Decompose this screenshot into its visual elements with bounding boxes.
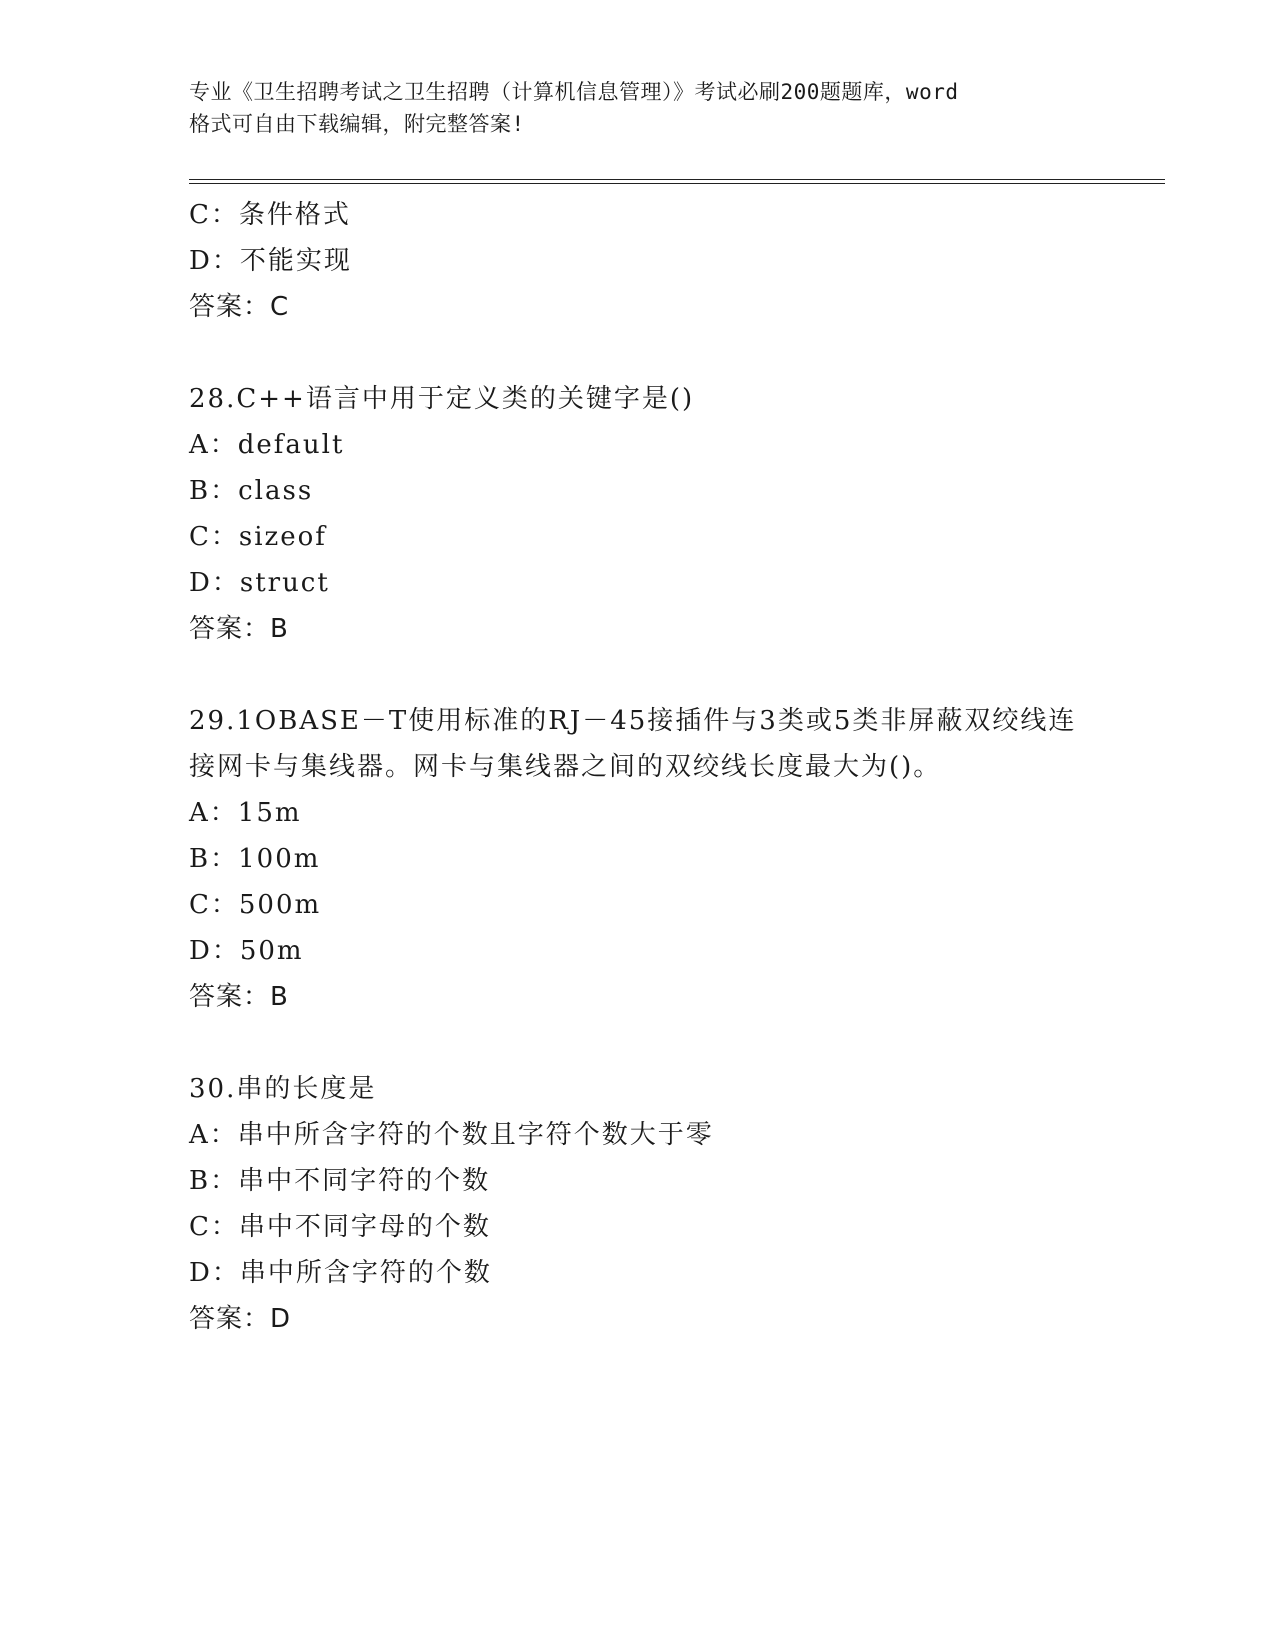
- option-d: D：串中所含字符的个数: [189, 1258, 492, 1288]
- option-c: C：条件格式: [189, 200, 351, 230]
- question-content: [189, 192, 1089, 1342]
- option-a: A：串中所含字符的个数且字符个数大于零: [189, 1120, 714, 1150]
- option-a: A：15m: [189, 798, 302, 828]
- option-d: D：不能实现: [189, 246, 352, 276]
- header-line-2: 格式可自由下载编辑，附完整答案!: [189, 112, 525, 136]
- answer-line: 答案：B: [189, 614, 289, 644]
- question-text-line-1: 29.1OBASE－T使用标准的RJ－45接插件与3类或5类非屏蔽双绞线连: [189, 706, 1077, 736]
- spacer: [189, 652, 1089, 698]
- spacer: [189, 1020, 1089, 1066]
- spacer: [189, 330, 1089, 376]
- answer-line: 答案：D: [189, 1304, 292, 1334]
- question-30: [189, 1066, 1089, 1342]
- header-line-1: 专业《卫生招聘考试之卫生招聘（计算机信息管理）》考试必刷200题题库，word: [189, 80, 959, 104]
- option-c: C：500m: [189, 890, 322, 920]
- option-c: C：sizeof: [189, 522, 327, 552]
- answer-line: 答案：B: [189, 982, 289, 1012]
- option-a: A：default: [189, 430, 345, 460]
- question-text-line-2: 接网卡与集线器。网卡与集线器之间的双绞线长度最大为()。: [189, 752, 942, 782]
- option-b: B：串中不同字符的个数: [189, 1166, 491, 1196]
- header-divider-top: [189, 179, 1165, 180]
- document-header: [189, 76, 1089, 140]
- question-28: [189, 376, 1089, 652]
- question-text: 30.串的长度是: [189, 1074, 377, 1104]
- question-29: [189, 698, 1089, 1020]
- previous-question-tail: [189, 192, 1089, 330]
- answer-line: 答案：C: [189, 292, 290, 322]
- option-b: B：100m: [189, 844, 321, 874]
- header-divider-bottom: [189, 183, 1165, 184]
- option-d: D：50m: [189, 936, 304, 966]
- option-b: B：class: [189, 476, 314, 506]
- option-d: D：struct: [189, 568, 330, 598]
- question-text: 28.C++语言中用于定义类的关键字是(): [189, 384, 695, 414]
- option-c: C：串中不同字母的个数: [189, 1212, 491, 1242]
